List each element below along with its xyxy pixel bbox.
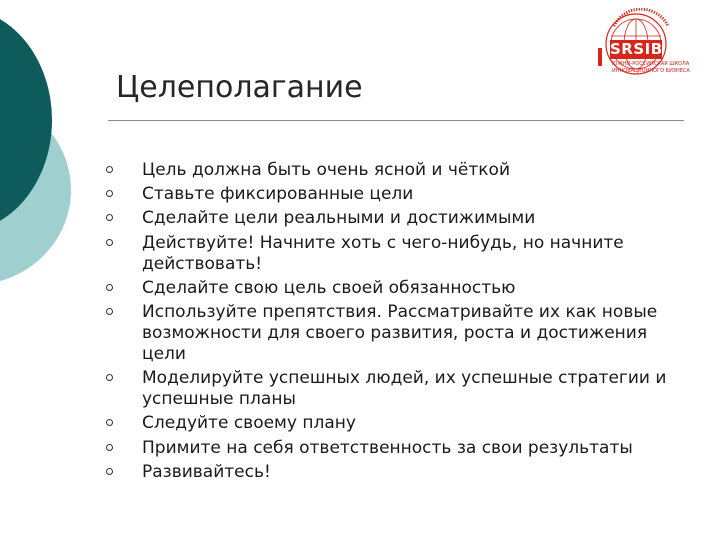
bullet-list	[104, 160, 684, 486]
bullet-text: Используйте препятствия. Рассматривайте их как новые возможности для своего развития, роста и достижения цели	[142, 301, 658, 364]
bullet-item	[104, 278, 684, 299]
bullet-text: Действуйте! Начните хоть с чего-нибудь, но начните действовать!	[142, 232, 624, 274]
bullet-circle-icon	[106, 284, 113, 291]
bullet-item	[104, 438, 684, 459]
bullet-item	[104, 462, 684, 483]
bullet-item	[104, 208, 684, 229]
bullet-item	[104, 160, 684, 181]
bullet-text: Примите на себя ответственность за свои результаты	[142, 437, 633, 458]
bullet-text: Сделайте свою цель своей обязанностью	[142, 277, 516, 298]
logo-subtitle-line1: ЮЖНО-РОССИЙСКАЯ ШКОЛА	[612, 61, 690, 67]
bullet-circle-icon	[106, 214, 113, 221]
bullet-circle-icon	[106, 239, 113, 246]
bullet-text: Цель должна быть очень ясной и чёткой	[142, 160, 511, 180]
bullet-circle-icon	[106, 374, 113, 381]
bullet-item	[104, 184, 684, 205]
decorative-teal-circles	[0, 0, 80, 290]
bullet-circle-icon	[106, 419, 113, 426]
bullet-text: Следуйте своему плану	[142, 413, 356, 434]
bullet-text: Сделайте цели реальными и достижимыми	[142, 208, 536, 229]
slide-title: Целеполагание	[116, 70, 363, 105]
bullet-item	[104, 368, 684, 410]
bullet-text: Ставьте фиксированные цели	[142, 184, 414, 205]
bullet-text: Моделируйте успешных людей, их успешные стратегии и успешные планы	[142, 368, 667, 410]
bullet-text: Развивайтесь!	[142, 461, 271, 482]
bullet-item	[104, 233, 684, 275]
logo-subtitle-line2: ИННОВАЦИОННОГО БИЗНЕСА	[612, 68, 690, 74]
srsib-logo	[592, 8, 698, 78]
bullet-circle-icon	[106, 468, 113, 475]
bullet-circle-icon	[106, 444, 113, 451]
bullet-item	[104, 413, 684, 434]
title-divider	[108, 120, 684, 121]
bullet-item	[104, 302, 684, 365]
bullet-circle-icon	[106, 308, 113, 315]
bullet-circle-icon	[106, 190, 113, 197]
logo-wordmark: SRSIB	[610, 40, 663, 58]
bullet-circle-icon	[106, 166, 113, 173]
